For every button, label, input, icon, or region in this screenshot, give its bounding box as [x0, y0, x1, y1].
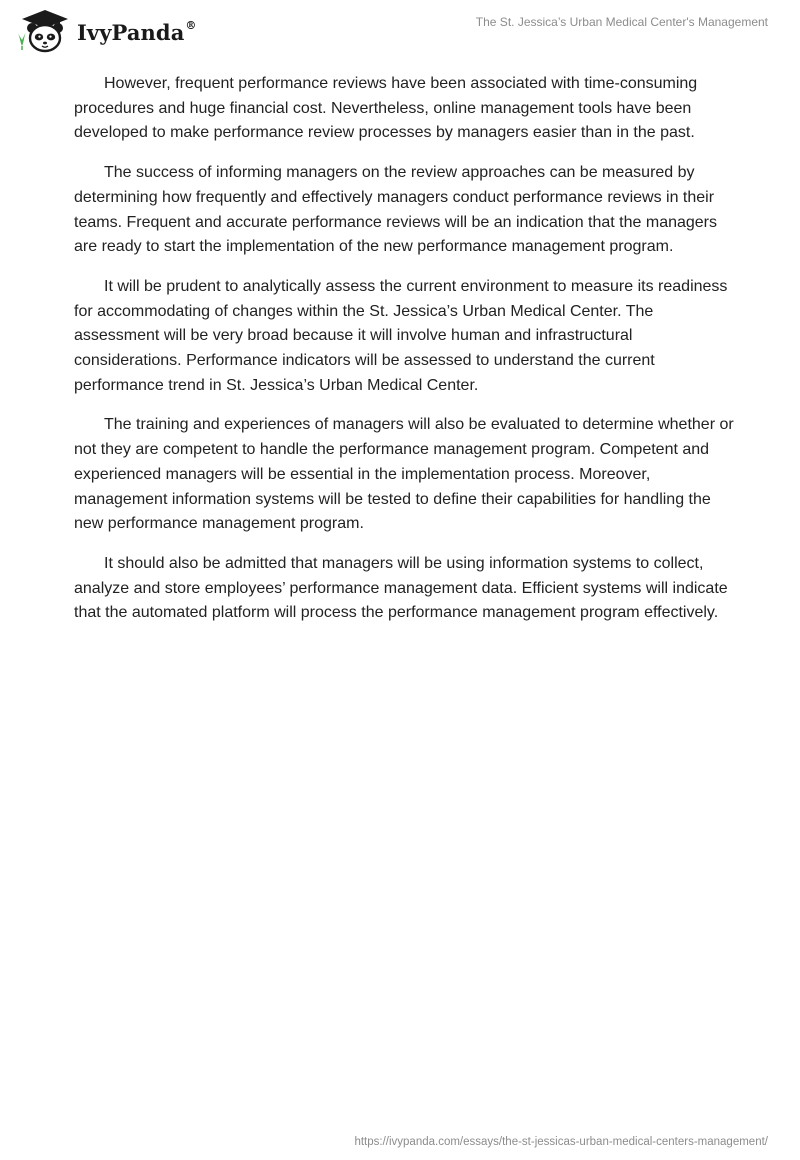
ivypanda-logo[interactable] — [14, 8, 197, 54]
paragraph: It will be prudent to analytically assess the current environment to measure its readiness for accommodating of changes within the St. Jessica’s Urban Medical Center. The assessment will be very broad because it will involve human and infrastructural considerations. Performance indicators will be assessed to understand the current performance trend in St. Jessica’s Urban Medical Center. — [74, 277, 728, 394]
brand-name: IvyPanda® — [77, 18, 197, 45]
paragraph: It should also be admitted that managers will be using information systems to collect, analyze and store employees’ performance management data. Efficient systems will indicate that the automated platform will process the performance management program effectively. — [74, 554, 728, 622]
paragraph: The success of informing managers on the review approaches can be measured by determining how frequently and effectively managers conduct performance reviews in their teams. Frequent and accurate performance reviews will be an indication that the managers are ready to start the implementation of the new performance management program. — [74, 164, 718, 256]
panda-graduation-cap-icon — [14, 8, 76, 54]
paragraph: The training and experiences of managers will also be evaluated to determine whether or not they are competent to handle the performance management program. Competent and experienced managers will be essential in the implementation process. Moreover, management information systems will be tested to define their capabilities for handling the new performance management program. — [74, 416, 734, 533]
page-header — [0, 0, 800, 60]
source-url[interactable]: https://ivypanda.com/essays/the-st-jessicas-urban-medical-centers-management/ — [354, 1136, 768, 1148]
essay-body — [74, 72, 734, 641]
registered-mark: ® — [185, 18, 197, 32]
paragraph: However, frequent performance reviews have been associated with time-consuming procedures and huge financial cost. Nevertheless, online management tools have been developed to make performance review processes by managers easier than in the past. — [74, 75, 698, 142]
document-title: The St. Jessica’s Urban Medical Center's Management — [475, 15, 768, 29]
